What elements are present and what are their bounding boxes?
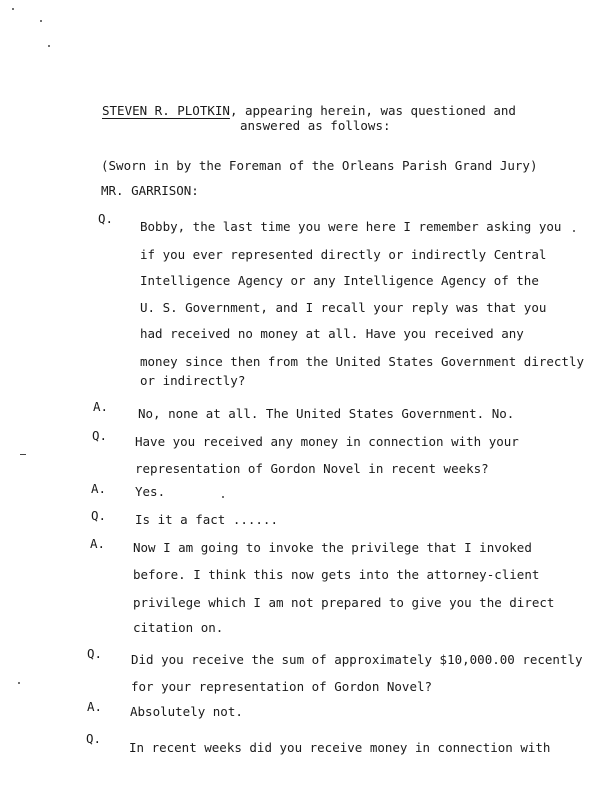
scan-speck xyxy=(20,454,26,455)
question-marker: Q. xyxy=(92,428,108,443)
question-marker: Q. xyxy=(87,646,103,661)
scan-speck xyxy=(40,20,42,22)
question-line: had received no money at all. Have you received any xyxy=(140,326,524,341)
heading-text: , appearing herein, was questioned and xyxy=(229,103,516,118)
scan-speck xyxy=(48,45,50,47)
witness-heading-line-1 xyxy=(102,103,516,119)
speaker-label: MR. GARRISON: xyxy=(101,183,199,198)
question-line: In recent weeks did you receive money in connection with xyxy=(129,740,551,755)
answer-marker: A. xyxy=(90,536,106,551)
answer-line: privilege which I am not prepared to give you the direct xyxy=(133,595,555,610)
answer-marker: A. xyxy=(93,399,109,414)
question-line: if you ever represented directly or indirectly Central xyxy=(140,247,547,262)
answer-line: citation on. xyxy=(133,620,224,635)
answer-line: No, none at all. The United States Government. No. xyxy=(138,406,515,421)
scan-speck xyxy=(222,496,224,498)
scan-speck xyxy=(12,8,14,10)
question-line: Bobby, the last time you were here I remember asking you xyxy=(140,219,562,234)
answer-line: before. I think this now gets into the attorney-client xyxy=(133,567,540,582)
question-marker: Q. xyxy=(91,508,107,523)
question-line: Did you receive the sum of approximately $10,000.00 recently xyxy=(131,652,583,667)
scan-speck xyxy=(18,682,20,684)
question-line: Intelligence Agency or any Intelligence Agency of the xyxy=(140,273,539,288)
answer-marker: A. xyxy=(87,699,103,714)
question-line: money since then from the United States Government directly xyxy=(140,354,585,369)
question-marker: Q. xyxy=(86,731,102,746)
question-line: for your representation of Gordon Novel? xyxy=(131,679,433,694)
answer-marker: A. xyxy=(91,481,107,496)
question-line: or indirectly? xyxy=(140,373,246,388)
answer-line: Absolutely not. xyxy=(130,704,243,719)
witness-heading-line-2: answered as follows: xyxy=(240,118,391,133)
witness-name: STEVEN R. PLOTKIN xyxy=(102,103,230,118)
question-line: U. S. Government, and I recall your reply was that you xyxy=(140,300,547,315)
answer-line: Now I am going to invoke the privilege that I invoked xyxy=(133,540,532,555)
question-line: representation of Gordon Novel in recent weeks? xyxy=(135,461,489,476)
sworn-note: (Sworn in by the Foreman of the Orleans Parish Grand Jury) xyxy=(101,158,538,173)
scan-speck xyxy=(573,230,575,232)
question-line: Have you received any money in connection with your xyxy=(135,434,519,449)
answer-line: Yes. xyxy=(135,484,166,499)
question-marker: Q. xyxy=(98,211,114,226)
question-line: Is it a fact ...... xyxy=(135,512,278,527)
